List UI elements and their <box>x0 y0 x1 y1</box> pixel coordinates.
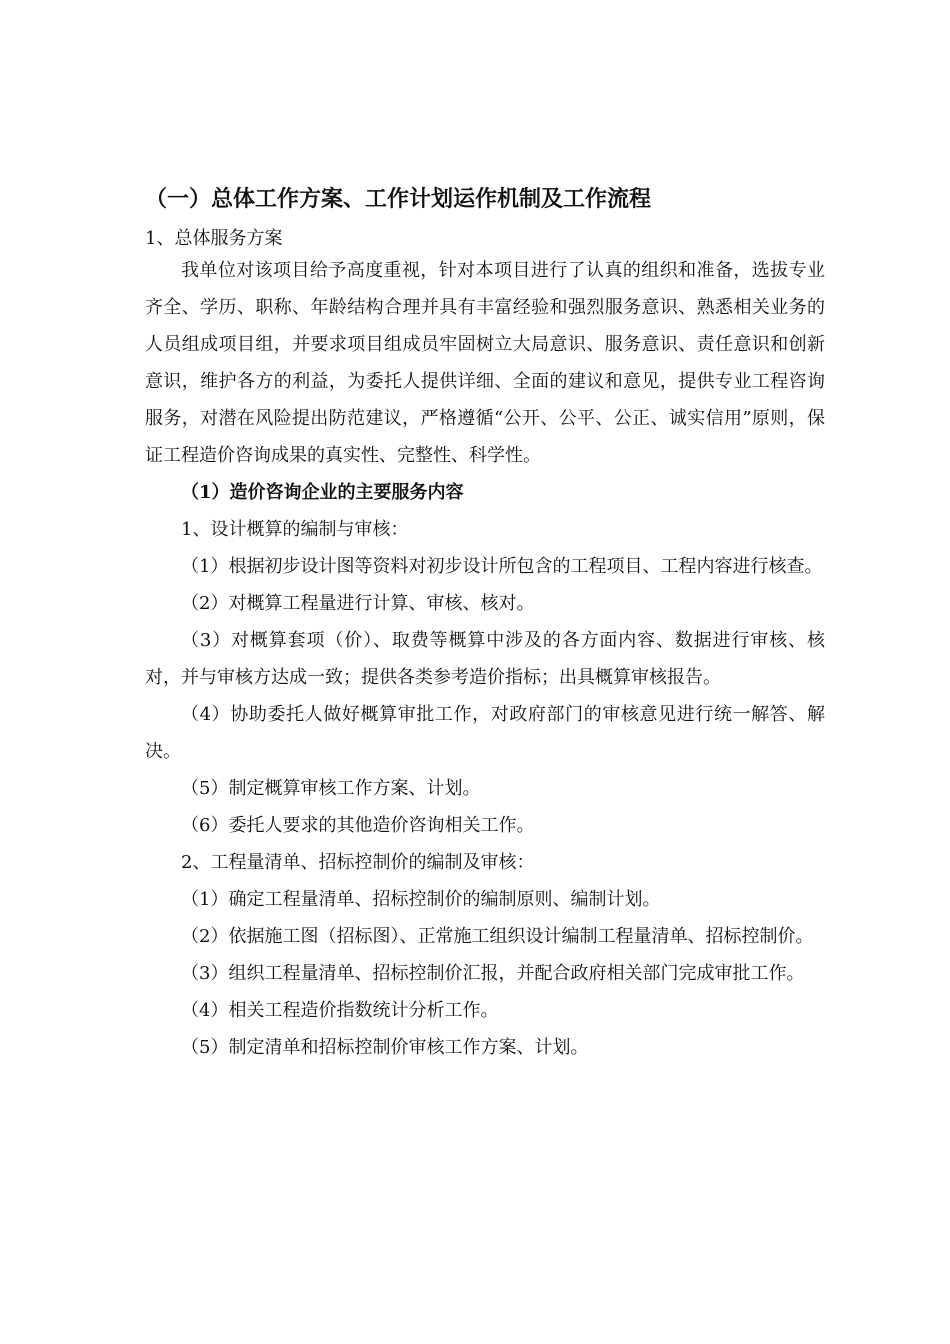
document-body <box>145 226 825 1066</box>
group1-item: （3）对概算套项（价）、取费等概算中涉及的各方面内容、数据进行审核、核对，并与审核方达成一致；提供各类参考造价指标；出具概算审核报告。 <box>145 630 825 688</box>
section-title: 1、总体服务方案 <box>145 228 283 249</box>
group1-title: 1、设计概算的编制与审核： <box>181 519 409 540</box>
intro-paragraph: 我单位对该项目给予高度重视，针对本项目进行了认真的组织和准备，选拔专业齐全、学历、职称、年龄结构合理并具有丰富经验和强烈服务意识、熟悉相关业务的人员组成项目组，并要求项目组成员牢固树立大局意识、服务意识、责任意识和创新意识，维护各方的利益，为委托人提供详细、全面的建议和意见，提供专业工程咨询服务，对潜在风险提出防范建议，严格遵循“公开、公平、公正、诚实信用”原则，保证工程造价咨询成果的真实性、完整性、科学性。 <box>145 260 825 466</box>
group1-item: （5）制定概算审核工作方案、计划。 <box>181 778 481 799</box>
group2-title: 2、工程量清单、招标控制价的编制及审核： <box>181 852 535 873</box>
group1-item: （4）协助委托人做好概算审批工作，对政府部门的审核意见进行统一解答、解决。 <box>145 704 825 762</box>
group1-item: （1）根据初步设计图等资料对初步设计所包含的工程项目、工程内容进行核查。 <box>181 556 823 577</box>
group2-item: （4）相关工程造价指数统计分析工作。 <box>181 1000 499 1021</box>
group2-item: （2）依据施工图（招标图）、正常施工组织设计编制工程量清单、招标控制价。 <box>181 926 814 947</box>
group2-item: （1）确定工程量清单、招标控制价的编制原则、编制计划。 <box>181 889 661 910</box>
group1-item: （2）对概算工程量进行计算、审核、核对。 <box>181 593 535 614</box>
group2-item: （5）制定清单和招标控制价审核工作方案、计划。 <box>181 1037 589 1058</box>
group2-item: （3）组织工程量清单、招标控制价汇报，并配合政府相关部门完成审批工作。 <box>181 963 805 984</box>
document-heading: （一）总体工作方案、工作计划运作机制及工作流程 <box>145 186 652 212</box>
group1-item: （6）委托人要求的其他造价咨询相关工作。 <box>181 815 535 836</box>
subheading: （1）造价咨询企业的主要服务内容 <box>181 482 464 503</box>
